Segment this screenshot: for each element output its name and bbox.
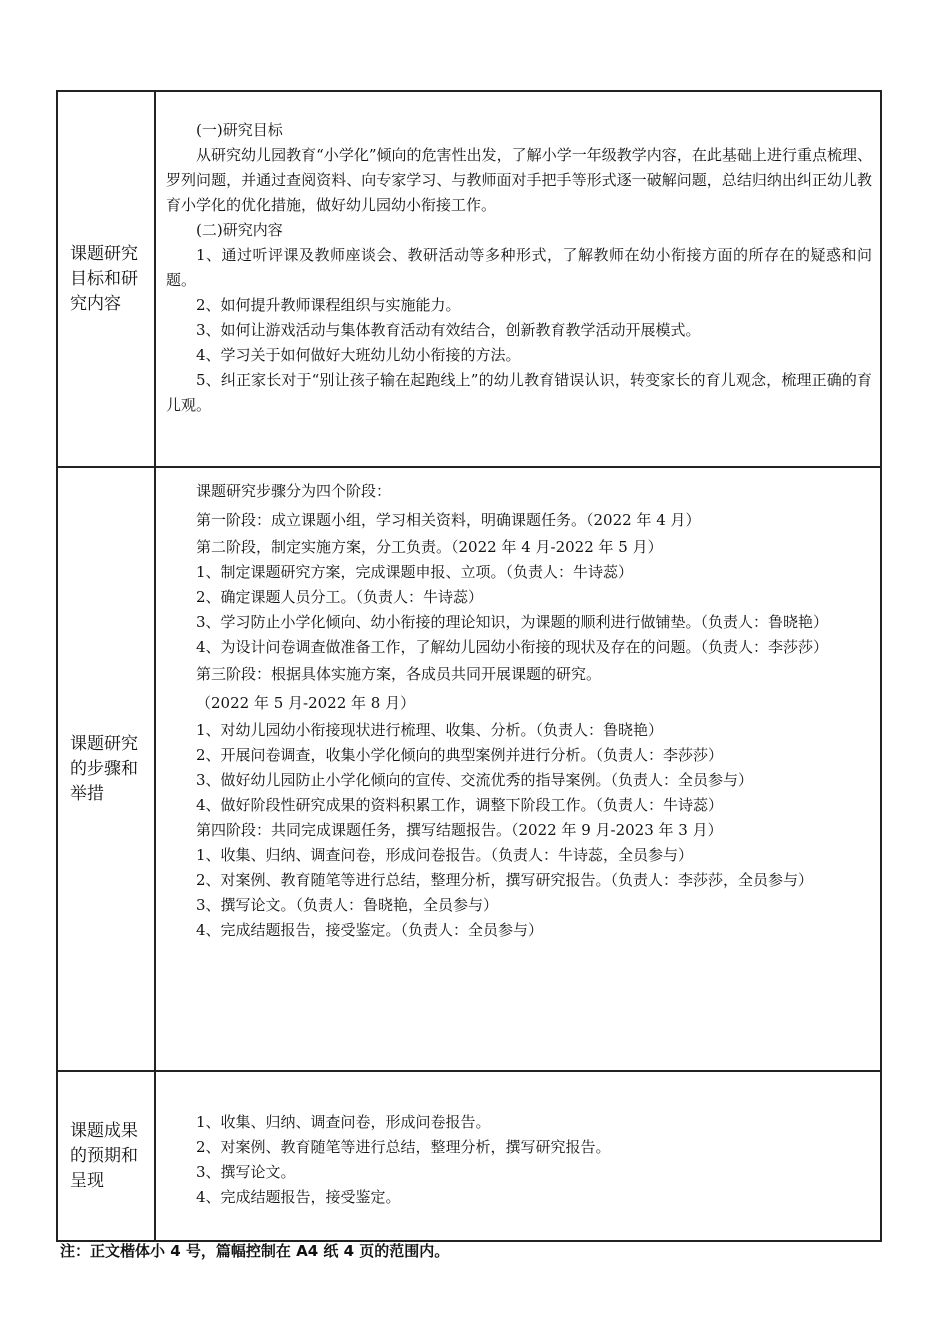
form-table [56,90,882,1242]
paragraph: 4、为设计问卷调查做准备工作，了解幼儿园幼小衔接的现状及存在的问题。（负责人：李莎莎） [196,638,829,656]
section-steps [58,466,880,1070]
paragraph: 第三阶段：根据具体实施方案，各成员共同开展课题的研究。 [196,665,602,683]
paragraph: 2、如何提升教师课程组织与实施能力。 [196,296,461,314]
section-label: 课题成果的预期和呈现 [58,1072,156,1240]
section-goals [58,92,880,466]
paragraph: 从研究幼儿园教育“小学化”倾向的危害性出发，了解小学一年级教学内容，在此基础上进行重点梳理、罗列问题，并通过查阅资料、向专家学习、与教师面对手把手等形式逐一破解问题，总结归纳出纠正幼儿教育小学化的优化措施，做好幼儿园幼小衔接工作。 [166,146,872,214]
paragraph: 3、撰写论文。 [196,1163,296,1181]
paragraph: 4、学习关于如何做好大班幼儿幼小衔接的方法。 [196,346,521,364]
paragraph: (一)研究目标 [196,121,283,139]
paragraph: 1、收集、归纳、调查问卷，形成问卷报告。（负责人：牛诗蕊，全员参与） [196,846,694,864]
paragraph: 第一阶段：成立课题小组，学习相关资料，明确课题任务。（2022 年 4 月） [196,511,701,529]
paragraph: 3、撰写论文。（负责人：鲁晓艳，全员参与） [196,896,499,914]
paragraph: 2、对案例、教育随笔等进行总结，整理分析，撰写研究报告。 [196,1138,611,1156]
paragraph: 1、收集、归纳、调查问卷，形成问卷报告。 [196,1113,491,1131]
section-content [156,468,880,1070]
paragraph: 2、对案例、教育随笔等进行总结，整理分析，撰写研究报告。（负责人：李莎莎，全员参与） [196,871,814,889]
footnote: 注：正文楷体小 4 号，篇幅控制在 A4 纸 4 页的范围内。 [60,1242,450,1260]
paragraph: 3、做好幼儿园防止小学化倾向的宣传、交流优秀的指导案例。（负责人：全员参与） [196,771,754,789]
paragraph: 3、学习防止小学化倾向、幼小衔接的理论知识，为课题的顺利进行做铺垫。（负责人：鲁晓艳） [196,613,829,631]
paragraph: 4、完成结题报告，接受鉴定。 [196,1188,401,1206]
paragraph: 5、纠正家长对于“别让孩子输在起跑线上”的幼儿教育错误认识，转变家长的育儿观念，梳理正确的育儿观。 [166,371,872,414]
paragraph: （2022 年 5 月-2022 年 8 月） [196,694,416,712]
paragraph: 2、开展问卷调查，收集小学化倾向的典型案例并进行分析。（负责人：李莎莎） [196,746,724,764]
paragraph: 第四阶段：共同完成课题任务，撰写结题报告。（2022 年 9 月-2023 年 3 月） [196,821,723,839]
section-label: 课题研究的步骤和举措 [58,468,156,1070]
section-label: 课题研究目标和研究内容 [58,92,156,466]
section-content [156,92,880,466]
paragraph: 3、如何让游戏活动与集体教育活动有效结合，创新教育教学活动开展模式。 [196,321,701,339]
paragraph: 2、确定课题人员分工。（负责人：牛诗蕊） [196,588,484,606]
paragraph: 1、制定课题研究方案，完成课题申报、立项。（负责人：牛诗蕊） [196,563,634,581]
paragraph: 课题研究步骤分为四个阶段： [196,482,392,500]
paragraph: 第二阶段，制定实施方案，分工负责。（2022 年 4 月-2022 年 5 月） [196,538,663,556]
paragraph: 1、通过听评课及教师座谈会、教研活动等多种形式，了解教师在幼小衔接方面的所存在的疑惑和问题。 [166,246,872,289]
section-outcomes [58,1070,880,1240]
paragraph: 4、做好阶段性研究成果的资料积累工作，调整下阶段工作。（负责人：牛诗蕊） [196,796,724,814]
section-content [156,1072,880,1240]
paragraph: 4、完成结题报告，接受鉴定。（负责人：全员参与） [196,921,544,939]
paragraph: (二)研究内容 [196,221,283,239]
paragraph: 1、对幼儿园幼小衔接现状进行梳理、收集、分析。（负责人：鲁晓艳） [196,721,664,739]
